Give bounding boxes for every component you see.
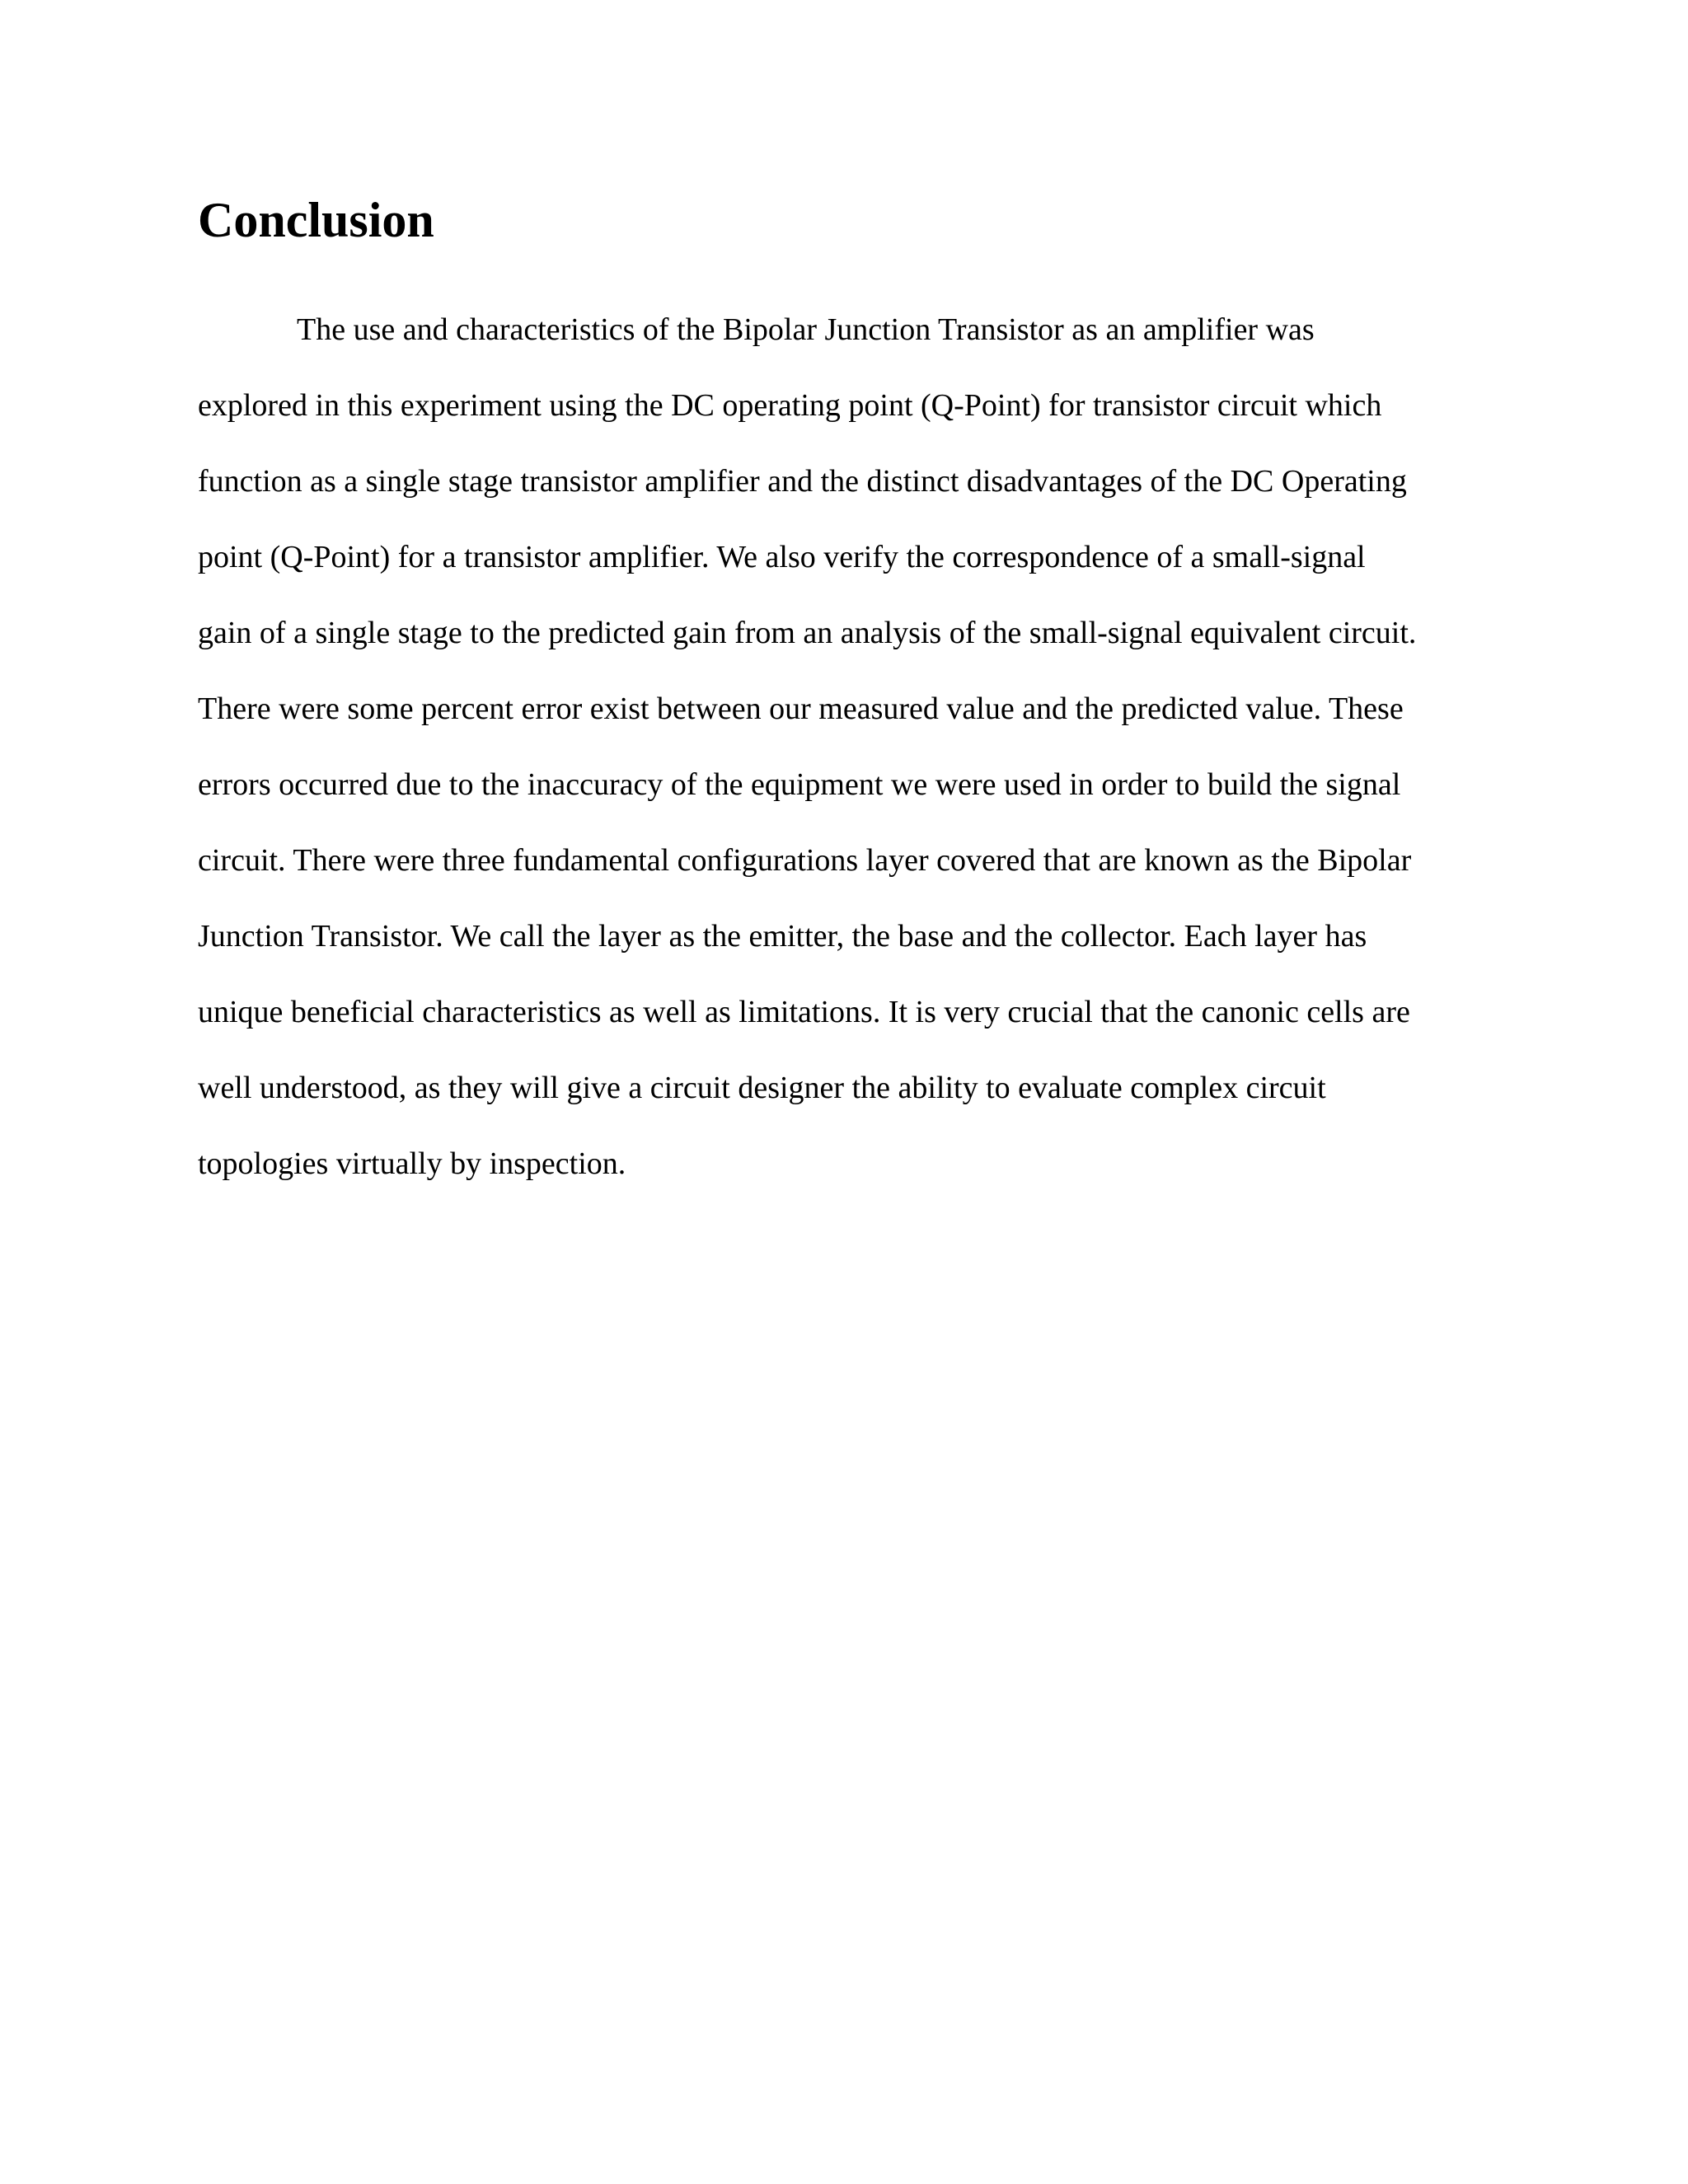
paragraph-line: Junction Transistor. We call the layer as the emitter, the base and the collector. Each layer has <box>198 919 1367 954</box>
paragraph-line: point (Q-Point) for a transistor amplifier. We also verify the correspondence of a small-signal <box>198 540 1366 574</box>
paragraph-line: There were some percent error exist between our measured value and the predicted value. These <box>198 691 1404 726</box>
paragraph-line: gain of a single stage to the predicted gain from an analysis of the small-signal equivalent circuit. <box>198 616 1417 650</box>
paragraph-line: errors occurred due to the inaccuracy of the equipment we were used in order to build the signal <box>198 767 1401 802</box>
paragraph-line: topologies virtually by inspection. <box>198 1146 626 1181</box>
paragraph-line: circuit. There were three fundamental configurations layer covered that are known as the Bipolar <box>198 843 1412 878</box>
paragraph-line: The use and characteristics of the Bipolar Junction Transistor as an amplifier was <box>297 312 1315 347</box>
paragraph-line: well understood, as they will give a circuit designer the ability to evaluate complex circuit <box>198 1071 1326 1105</box>
conclusion-paragraph <box>198 303 1517 1213</box>
section-heading: Conclusion <box>198 193 434 247</box>
paragraph-line: function as a single stage transistor amplifier and the distinct disadvantages of the DC Operating <box>198 464 1407 499</box>
paragraph-line: explored in this experiment using the DC operating point (Q-Point) for transistor circuit which <box>198 388 1382 423</box>
paragraph-line: unique beneficial characteristics as well as limitations. It is very crucial that the canonic cells are <box>198 995 1410 1029</box>
